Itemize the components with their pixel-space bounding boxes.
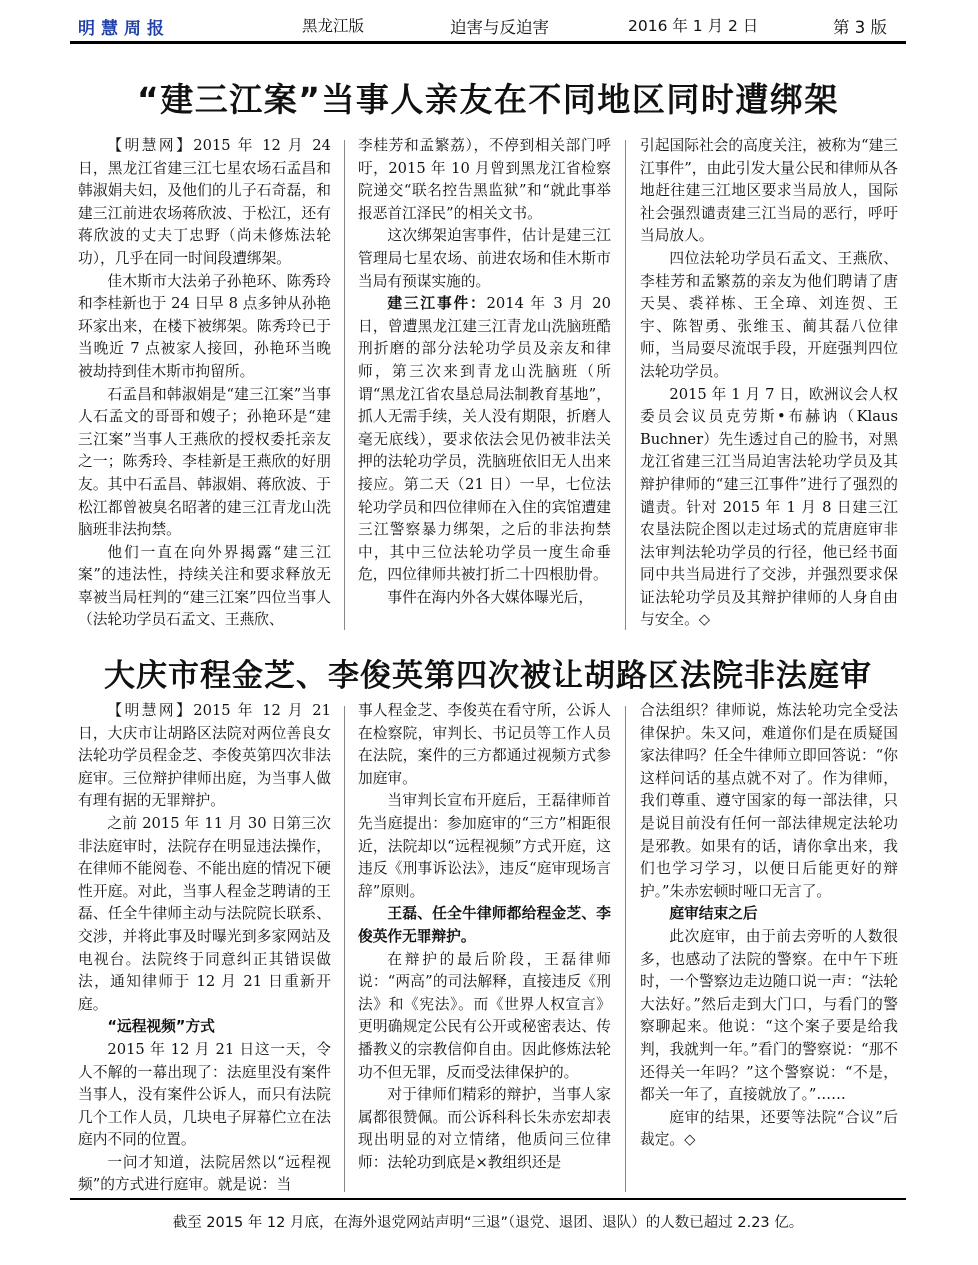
paragraph: 当审判长宣布开庭后，王磊律师首先当庭提出：参加庭审的“三方”相距很近，法院却以“远程视频”方式开庭，这违反《刑事诉讼法》，违反“庭审现场言辞”原则。 xyxy=(358,792,611,900)
paragraph: 2015 年 1 月 7 日，欧洲议会人权委员会议员克劳斯•布赫讷（Klaus Buchner）先生透过自己的脸书，对黑龙江省建三江当局迫害法轮功学员及其辩护律师的“建三江事件”进行了强烈的谴责。针对 2015 年 1 月 8 日建三江农垦法院企图以走过场式的荒唐庭审非法审判法轮功学员的行径，他已经书面同中共当局进行了交涉，并强烈要求保证法轮功学员及其辩护律师的人身自由与安全。◇ xyxy=(640,385,898,629)
footer-rule xyxy=(70,1198,906,1200)
article1-column-1 xyxy=(78,135,331,635)
section-name: 迫害与反迫害 xyxy=(450,18,549,37)
paragraph: 2015 年 12 月 21 日这一天，令人不解的一幕出现了：法庭里没有案件当事人，没有案件公诉人，而只有法院几个工作人员，几块电子屏幕伫立在法庭内不同的位置。 xyxy=(78,1040,331,1149)
paragraph: 合法组织？律师说，炼法轮功完全受法律保护。朱又问，难道你们是在质疑国家法律吗？任全牛律师立即回答说：“你这样问话的基点就不对了。作为律师，我们尊重、遵守国家的每一部法律，只是说目前没有任何一部法律规定法轮功是邪教。如果有的话，请你拿出来，我们也学习学习，以便日后能更好的辩护。”朱赤宏顿时哑口无言了。 xyxy=(640,702,898,900)
article2-column-2 xyxy=(358,700,611,1195)
masthead: 明慧周报 xyxy=(78,19,170,39)
subheading: 庭审结束之后 xyxy=(669,905,758,923)
paragraph: 引起国际社会的高度关注，被称为“建三江事件”，由此引发大量公民和律师从各地赶往建三江地区要求当局放人，国际社会强烈谴责建三江当局的恶行，呼吁当局放人。 xyxy=(640,137,898,245)
article1-column-3 xyxy=(640,135,898,635)
column-divider xyxy=(625,706,626,1192)
article2-title: 大庆市程金芝、李俊英第四次被让胡路区法院非法庭审 xyxy=(104,658,872,694)
page-header xyxy=(70,12,906,40)
paragraph: 【明慧网】2015 年 12 月 24 日，黑龙江省建三江七星农场石孟昌和韩淑娟夫妇，及他们的儿子石奇磊，和建三江前进农场蒋欣波、于松江，还有蒋欣波的丈夫丁忠野（尚未修炼法轮功），几乎在同一时间段遭绑架。 xyxy=(78,137,331,267)
article2-column-3 xyxy=(640,700,898,1195)
paragraph: 建三江事件：2014 年 3 月 20 日，曾遭黑龙江建三江青龙山洗脑班酷刑折磨的部分法轮功学员及亲友和律师，第三次来到青龙山洗脑班（所谓“黑龙江省农垦总局法制教育基地”，抓人无需手续，关人没有期限，折磨人毫无底线），要求依法会见仍被非法关押的法轮功学员，洗脑班依旧无人出来接应。第二天（21 日）一早，七位法轮功学员和四位律师在入住的宾馆遭建三江警察暴力绑架，之后的非法拘禁中，其中三位法轮功学员一度生命垂危，四位律师共被打折二十四根肋骨。 xyxy=(358,295,611,584)
article2-column-1 xyxy=(78,700,331,1195)
page-number: 第 3 版 xyxy=(833,18,887,37)
paragraph: 庭审的结果，还要等法院“合议”后裁定。◇ xyxy=(640,1108,898,1149)
column-divider xyxy=(344,140,345,630)
paragraph: 这次绑架迫害事件，估计是建三江管理局七星农场、前进农场和佳木斯市当局有预谋实施的。 xyxy=(358,227,611,290)
footer-notice: 截至 2015 年 12 月底，在海外退党网站声明“三退”（退党、退团、退队）的人数已超过 2.23 亿。 xyxy=(172,1215,804,1231)
paragraph: 此次庭审，由于前去旁听的人数很多，也感动了法院的警察。在中午下班时，一个警察边走边随口说一声：“法轮大法好。”然后走到大门口，与看门的警察聊起来。他说：“这个案子要是给我判，我就判一年。”看门的警察说：“那不还得关一年吗？”这个警察说：“不是，都关一年了，直接就放了。”…… xyxy=(640,927,898,1104)
paragraph: 在辩护的最后阶段，王磊律师说：“两高”的司法解释，直接违反《刑法》和《宪法》。而《世界人权宣言》更明确规定公民有公开或秘密表达、传播教义的宗教信仰自由。因此修炼法轮功不但无罪，反而受法律保护的。 xyxy=(358,950,611,1081)
paragraph: 石孟昌和韩淑娟是“建三江案”当事人石孟文的哥哥和嫂子；孙艳环是“建三江案”当事人王燕欣的授权委托亲友之一；陈秀玲、李桂新是王燕欣的好朋友。其中石孟昌、韩淑娟、蒋欣波、于松江都曾被臭名昭著的建三江青龙山洗脑班非法拘禁。 xyxy=(78,385,331,539)
subheading: “远程视频”方式 xyxy=(107,1018,215,1036)
paragraph: 佳木斯市大法弟子孙艳环、陈秀玲和李桂新也于 24 日早 8 点多钟从孙艳环家出来，在楼下被绑架。陈秀玲已于当晚近 7 点被家人接回，孙艳环当晚被劫持到佳木斯市拘留所。 xyxy=(78,272,331,380)
article1-column-2 xyxy=(358,135,611,635)
paragraph: 对于律师们精彩的辩护，当事人家属都很赞佩。而公诉科科长朱赤宏却表现出明显的对立情绪，他质问三位律师：法轮功到底是×教组织还是 xyxy=(358,1086,611,1171)
paragraph: 之前 2015 年 11 月 30 日第三次非法庭审时，法院存在明显违法操作，在律师不能阅卷、不能出庭的情况下硬性开庭。对此，当事人程金芝聘请的王磊、任全牛律师主动与法院院长联系、交涉，并将此事及时曝光到多家网站及电视台。法院终于同意纠正其错误做法，通知律师于 12 月 21 日重新开庭。 xyxy=(78,814,331,1013)
paragraph: 事人程金芝、李俊英在看守所，公诉人在检察院，审判长、书记员等工作人员在法院，案件的三方都通过视频方式参加庭审。 xyxy=(358,702,611,787)
paragraph: 他们一直在向外界揭露“建三江案”的违法性，持续关注和要求释放无辜被当局枉判的“建三江案”四位当事人（法轮功学员石孟文、王燕欣、 xyxy=(78,543,331,629)
article1-title: “建三江案”当事人亲友在不同地区同时遭绑架 xyxy=(137,80,839,119)
paragraph: 【明慧网】2015 年 12 月 21 日，大庆市让胡路区法院对两位善良女法轮功学员程金芝、李俊英第四次非法庭审。三位辩护律师出庭，为当事人做有理有据的无罪辩护。 xyxy=(78,702,331,810)
paragraph: 李桂芳和孟繁荔），不停到相关部门呼吁，2015 年 10 月曾到黑龙江省检察院递交“联名控告黑监狱”和“就此事举报恶首江泽民”的相关文书。 xyxy=(358,137,611,222)
column-divider xyxy=(344,706,345,1192)
header-rule xyxy=(70,41,906,44)
column-divider xyxy=(625,140,626,630)
paragraph: 四位法轮功学员石孟文、王燕欣、李桂芳和孟繁荔的亲友为他们聘请了唐天昊、裘祥栋、王全璋、刘连贺、王宇、陈智勇、张维玉、蔺其磊八位律师，当局耍尽流氓手段，开庭强判四位法轮功学员。 xyxy=(640,249,898,380)
subhead-lead: 建三江事件： xyxy=(387,295,487,313)
paragraph: 一问才知道，法院居然以“远程视频”的方式进行庭审。就是说：当 xyxy=(78,1153,331,1194)
edition-region: 黑龙江版 xyxy=(302,17,365,35)
subheading: 王磊、任全牛律师都给程金芝、李俊英作无罪辩护。 xyxy=(358,905,611,945)
issue-date: 2016 年 1 月 2 日 xyxy=(628,17,759,35)
paragraph: 事件在海内外各大媒体曝光后， xyxy=(387,588,594,606)
